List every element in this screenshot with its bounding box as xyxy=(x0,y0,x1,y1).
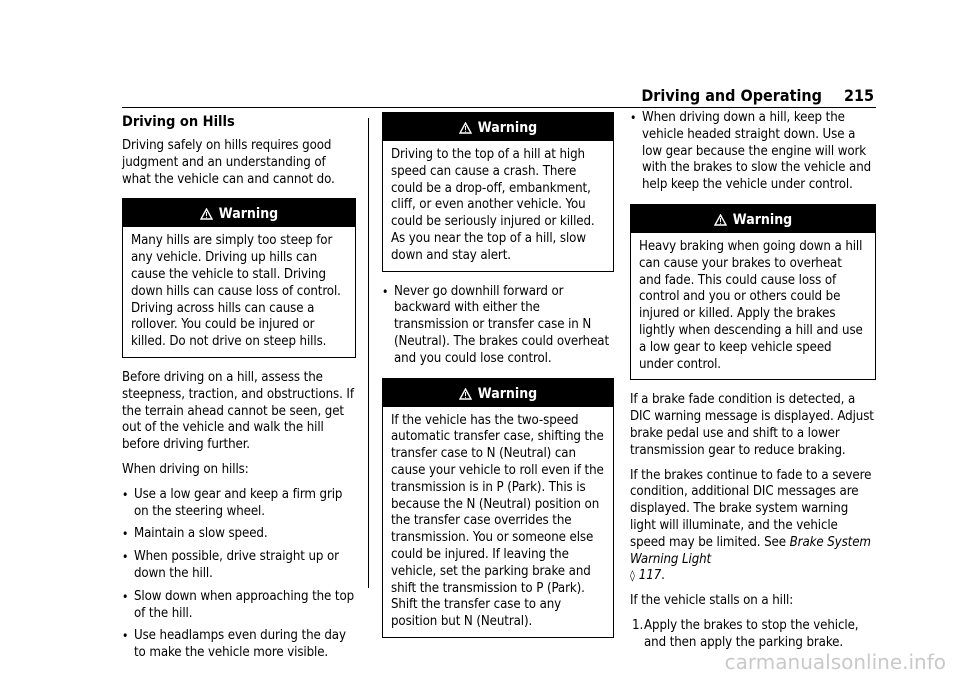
page-header xyxy=(560,86,874,105)
warning-text: Many hills are simply too steep for any vehicle. Driving up hills can cause the vehicle to stall. Driving down hills can cause loss of control. Driving across hills can cause a rollover. You could be injured or killed. Do not drive on steep hills. xyxy=(131,233,341,350)
column-3 xyxy=(630,110,876,652)
warning-text: Heavy braking when going down a hill can cause your brakes to overheat and fade. This could cause loss of control and you or others could be injured or killed. Apply the brakes lightly when descending a hill and use a low gear to keep vehicle speed under control. xyxy=(639,238,863,372)
page-reference-icon: ◊ xyxy=(630,569,635,583)
warning-triangle-icon xyxy=(200,201,213,231)
bullet-icon: • xyxy=(122,629,129,644)
warning-text: If the vehicle has the two-speed automatic transfer case, shifting the transfer case to N (Neutral) can cause your vehicle to roll even if the transmission is in P (Park). This is because the N (Neutral) position on the transfer case overrides the transmission. You or someone else could be injured. If leaving the vehicle, set the parking brake and shift the transmission to P (Park). Shift the transfer case to any position but N (Neutral). xyxy=(391,412,604,630)
warning-label: Warning xyxy=(218,206,279,223)
stall-paragraph: If the vehicle stalls on a hill: xyxy=(630,593,794,609)
warning-triangle-icon xyxy=(459,115,472,145)
list-item: • When driving down a hill, keep the vehicle headed straight down. Use a low gear because the engine will work with the brakes to slow the vehicle and help keep the vehicle under control. xyxy=(630,110,872,193)
warning-box-transfer-case xyxy=(382,378,614,638)
warning-header xyxy=(383,379,613,407)
list-item: • Slow down when approaching the top of the hill. xyxy=(122,588,355,621)
bullet-icon: • xyxy=(630,111,637,125)
warning-label: Warning xyxy=(732,211,793,228)
when-driving-paragraph: When driving on hills: xyxy=(122,461,249,477)
warning-box-hill-top xyxy=(382,112,614,272)
warning-box-steep-hills xyxy=(122,198,356,358)
assess-paragraph: Before driving on a hill, assess the steepness, traction, and obstructions. If the terrain ahead cannot be seen, get out of the vehicle and walk the hill before driving further. xyxy=(122,369,354,453)
bullet-icon: • xyxy=(122,487,129,502)
list-item: • Maintain a slow speed. xyxy=(122,526,268,542)
column-1 xyxy=(122,110,356,668)
intro-paragraph: Driving safely on hills requires good judgment and an understanding of what the vehicle can and cannot do. xyxy=(122,138,335,187)
header-rule xyxy=(122,107,876,108)
hill-tips-list xyxy=(122,487,356,662)
list-item: • Use headlamps even during the day to make the vehicle more visible. xyxy=(122,628,346,661)
downhill-list xyxy=(630,110,876,194)
list-item: • Never go downhill forward or backward with either the transmission or transfer case in N (Neutral). The brakes could overheat and you could lose control. xyxy=(382,283,610,366)
cross-reference-link[interactable]: Brake System Warning Light xyxy=(630,534,871,567)
warning-box-heavy-braking xyxy=(630,204,876,380)
warning-header xyxy=(631,205,875,233)
header-title: Driving and Operating xyxy=(641,86,822,105)
column-2 xyxy=(382,110,614,650)
watermark: carmanualsonline.info xyxy=(724,650,946,674)
bullet-icon: • xyxy=(122,550,129,565)
list-item: • Use a low gear and keep a firm grip on the steering wheel. xyxy=(122,486,343,519)
warning-header xyxy=(123,199,355,227)
column-divider xyxy=(368,118,369,588)
bullet-icon: • xyxy=(382,284,389,299)
step-number: 1. xyxy=(632,617,644,633)
list-item: 1. Apply the brakes to stop the vehicle, and then apply the parking brake. xyxy=(632,617,859,650)
warning-text: Driving to the top of a hill at high speed can cause a crash. There could be a drop-off, embankment, cliff, or even another vehicle. You could be seriously injured or killed. As you near the top of a hill, slow down and stay alert. xyxy=(391,147,595,263)
neutral-list xyxy=(382,284,614,368)
bullet-icon: • xyxy=(122,527,129,542)
warning-header xyxy=(383,113,613,141)
warning-triangle-icon xyxy=(459,381,472,411)
bullet-icon: • xyxy=(122,589,129,604)
brake-fade-paragraph: If a brake fade condition is detected, a DIC warning message is displayed. Adjust brake pedal use and shift to a lower transmission gear to reduce braking. xyxy=(630,392,874,458)
warning-label: Warning xyxy=(477,385,538,402)
stall-steps-list xyxy=(630,618,876,652)
cross-reference-page[interactable]: 117 xyxy=(638,568,662,584)
warning-label: Warning xyxy=(477,120,538,136)
list-item: • When possible, drive straight up or down the hill. xyxy=(122,549,339,581)
warning-triangle-icon xyxy=(714,207,727,237)
section-title: Driving on Hills xyxy=(122,114,235,130)
page-number: 215 xyxy=(843,86,874,105)
severe-fade-paragraph: If the brakes continue to fade to a severe condition, additional DIC messages are displayed. The brake system warning light will illuminate, and the vehicle speed may be limited. See Brake System Warning Light ◊ 117. xyxy=(630,467,872,584)
